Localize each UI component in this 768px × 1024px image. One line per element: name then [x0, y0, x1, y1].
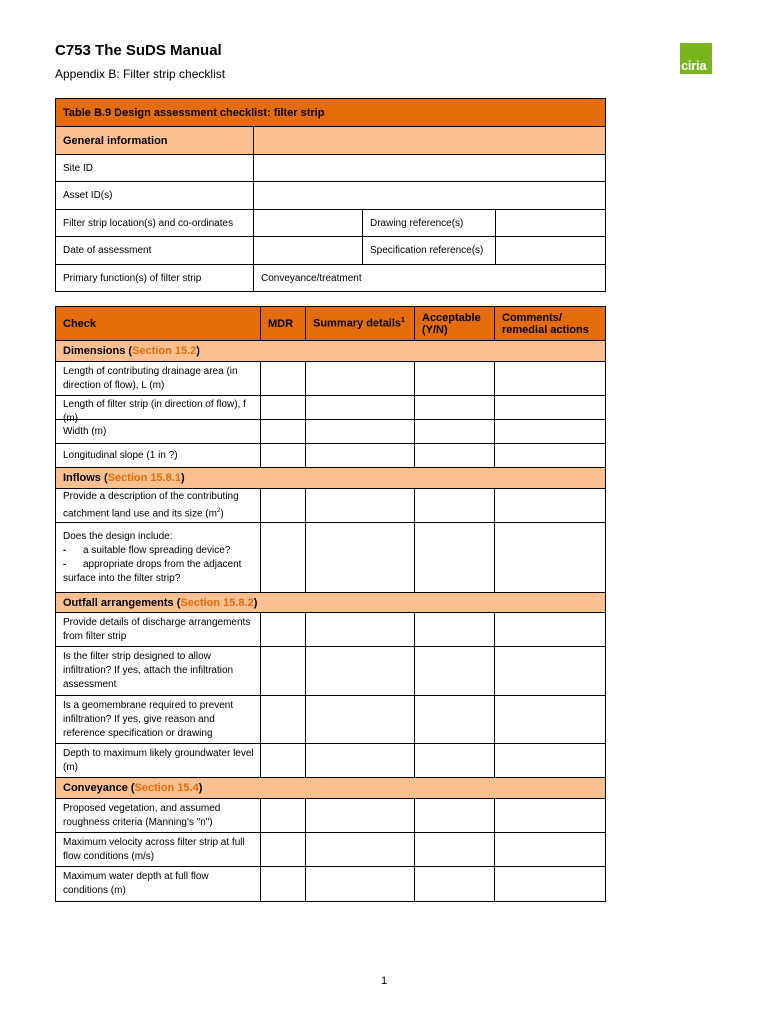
section-link[interactable]: Section 15.8.2 [180, 596, 254, 609]
table-caption: Table B.9 Design assessment checklist: filter strip [56, 99, 606, 127]
section-close: ) [180, 472, 185, 484]
mdr-cell[interactable] [261, 799, 306, 833]
summary-cell[interactable] [306, 867, 415, 902]
check-item-text: Provide a description of the contributing catchment land use and its size (m [63, 490, 239, 520]
mdr-checkbox[interactable] [261, 396, 306, 420]
acceptable-cell[interactable] [415, 647, 495, 696]
mdr-checkbox[interactable] [261, 523, 306, 593]
col-header-check: Check [56, 307, 261, 341]
bullet-text: appropriate drops from the adjacent surface into the filter strip? [63, 558, 242, 584]
primary-function-value[interactable]: Conveyance/treatment [254, 265, 606, 292]
bullet-item [63, 544, 254, 558]
acceptable-cell[interactable] [415, 613, 495, 647]
acceptable-cell[interactable] [415, 362, 495, 396]
acceptable-cell[interactable] [415, 696, 495, 744]
check-item: Is a geomembrane required to prevent infiltration? If yes, give reason and reference specification or drawing [56, 696, 261, 744]
summary-cell[interactable] [306, 362, 415, 396]
section-inflows [56, 468, 606, 489]
col-header-comments: Comments/ remedial actions [495, 307, 606, 341]
check-item: Length of contributing drainage area (in direction of flow), L (m) [56, 362, 261, 396]
mdr-cell[interactable] [261, 613, 306, 647]
bullet-mark: - [63, 544, 67, 556]
drawing-ref-field[interactable] [496, 210, 606, 237]
general-info-heading-fill [254, 127, 606, 155]
summary-footnote-marker: 1 [401, 317, 405, 325]
general-info-table [55, 98, 606, 292]
comments-cell[interactable] [495, 613, 606, 647]
col-header-summary [306, 307, 415, 341]
bullet-item [63, 558, 254, 586]
comments-cell[interactable] [495, 744, 606, 778]
comments-cell[interactable] [495, 396, 606, 420]
comments-cell[interactable] [495, 799, 606, 833]
col-header-acceptable: Acceptable (Y/N) [415, 307, 495, 341]
check-item [56, 489, 261, 523]
comments-cell[interactable] [495, 833, 606, 867]
summary-header-text: Summary details [313, 317, 402, 330]
check-item: Depth to maximum likely groundwater level (m) [56, 744, 261, 778]
check-item: Width (m) [56, 420, 261, 444]
section-label: Outfall arrangements ( [63, 596, 181, 609]
drawing-ref-label: Drawing reference(s) [363, 210, 496, 237]
document-title: C753 The SuDS Manual [55, 42, 222, 59]
logo-text: ciria [681, 58, 707, 73]
ciria-logo [680, 43, 712, 74]
section-link[interactable]: Section 15.4 [134, 782, 199, 794]
summary-cell[interactable] [306, 444, 415, 468]
acceptable-cell[interactable] [415, 396, 495, 420]
check-item: Longitudinal slope (1 in ?) [56, 444, 261, 468]
comments-cell[interactable] [495, 420, 606, 444]
comments-cell[interactable] [495, 647, 606, 696]
location-field[interactable] [254, 210, 363, 237]
check-item: Maximum velocity across filter strip at full flow conditions (m/s) [56, 833, 261, 867]
col-header-mdr: MDR [261, 307, 306, 341]
acceptable-cell[interactable] [415, 444, 495, 468]
section-link[interactable]: Section 15.2 [132, 345, 197, 357]
superscript: 2 [216, 507, 221, 514]
acceptable-cell[interactable] [415, 523, 495, 593]
mdr-cell[interactable] [261, 489, 306, 523]
check-item-text-end: ) [220, 508, 224, 520]
date-label: Date of assessment [56, 237, 254, 265]
summary-cell[interactable] [306, 833, 415, 867]
section-conveyance [56, 778, 606, 799]
page-number: 1 [380, 975, 388, 987]
mdr-cell[interactable] [261, 744, 306, 778]
summary-cell[interactable] [306, 523, 415, 593]
document-subtitle: Appendix B: Filter strip checklist [55, 67, 226, 81]
summary-cell[interactable] [306, 696, 415, 744]
comments-cell[interactable] [495, 489, 606, 523]
general-info-heading: General information [56, 127, 254, 155]
site-id-label: Site ID [56, 155, 254, 182]
section-label: Dimensions ( [63, 345, 133, 357]
asset-id-label: Asset ID(s) [56, 182, 254, 210]
section-close: ) [253, 596, 258, 609]
check-item [56, 523, 261, 593]
spec-ref-field[interactable] [496, 237, 606, 265]
comments-cell[interactable] [495, 696, 606, 744]
section-close: ) [198, 782, 203, 794]
section-outfall [56, 593, 606, 613]
site-id-field[interactable] [254, 155, 606, 182]
asset-id-field[interactable] [254, 182, 606, 210]
date-field[interactable] [254, 237, 363, 265]
section-link[interactable]: Section 15.8.1 [107, 472, 181, 484]
section-close: ) [196, 345, 200, 357]
comments-cell[interactable] [495, 523, 606, 593]
acceptable-cell[interactable] [415, 867, 495, 902]
mdr-cell[interactable] [261, 696, 306, 744]
check-item: Maximum water depth at full flow conditions (m) [56, 867, 261, 902]
check-item [56, 396, 261, 424]
comments-cell[interactable] [495, 867, 606, 902]
check-item-text: Length of filter strip (in direction of flow), f (m) [63, 398, 246, 424]
check-item: Is the filter strip designed to allow infiltration? If yes, attach the infiltration assessment [56, 647, 261, 696]
bullet-mark: - [63, 558, 67, 570]
spec-ref-label: Specification reference(s) [363, 237, 496, 265]
location-label: Filter strip location(s) and co-ordinates [56, 210, 254, 237]
acceptable-cell[interactable] [415, 420, 495, 444]
acceptable-cell[interactable] [415, 489, 495, 523]
summary-cell[interactable] [306, 613, 415, 647]
comments-cell[interactable] [495, 362, 606, 396]
mdr-checkbox[interactable] [261, 833, 306, 867]
acceptable-cell[interactable] [415, 799, 495, 833]
comments-cell[interactable] [495, 444, 606, 468]
acceptable-cell[interactable] [415, 833, 495, 867]
summary-cell[interactable] [306, 799, 415, 833]
mdr-checkbox[interactable] [261, 867, 306, 902]
primary-function-label: Primary function(s) of filter strip [56, 265, 254, 292]
mdr-checkbox[interactable] [261, 444, 306, 468]
bullet-text: a suitable flow spreading device? [83, 544, 231, 556]
mdr-cell[interactable] [261, 647, 306, 696]
checklist-table [55, 306, 606, 902]
mdr-checkbox[interactable] [261, 362, 306, 396]
acceptable-cell[interactable] [415, 744, 495, 778]
check-item: Provide details of discharge arrangements from filter strip [56, 613, 261, 647]
mdr-cell[interactable] [261, 420, 306, 444]
check-item-intro: Does the design include: [63, 530, 173, 542]
summary-cell[interactable] [306, 396, 415, 420]
summary-cell[interactable] [306, 489, 415, 523]
check-item: Proposed vegetation, and assumed roughness criteria (Manning's "n") [56, 799, 261, 833]
summary-cell[interactable] [306, 647, 415, 696]
summary-cell[interactable] [306, 744, 415, 778]
summary-cell[interactable] [306, 420, 415, 444]
section-label: Conveyance ( [63, 782, 135, 794]
section-label: Inflows ( [63, 472, 108, 484]
section-dimensions [56, 341, 606, 362]
